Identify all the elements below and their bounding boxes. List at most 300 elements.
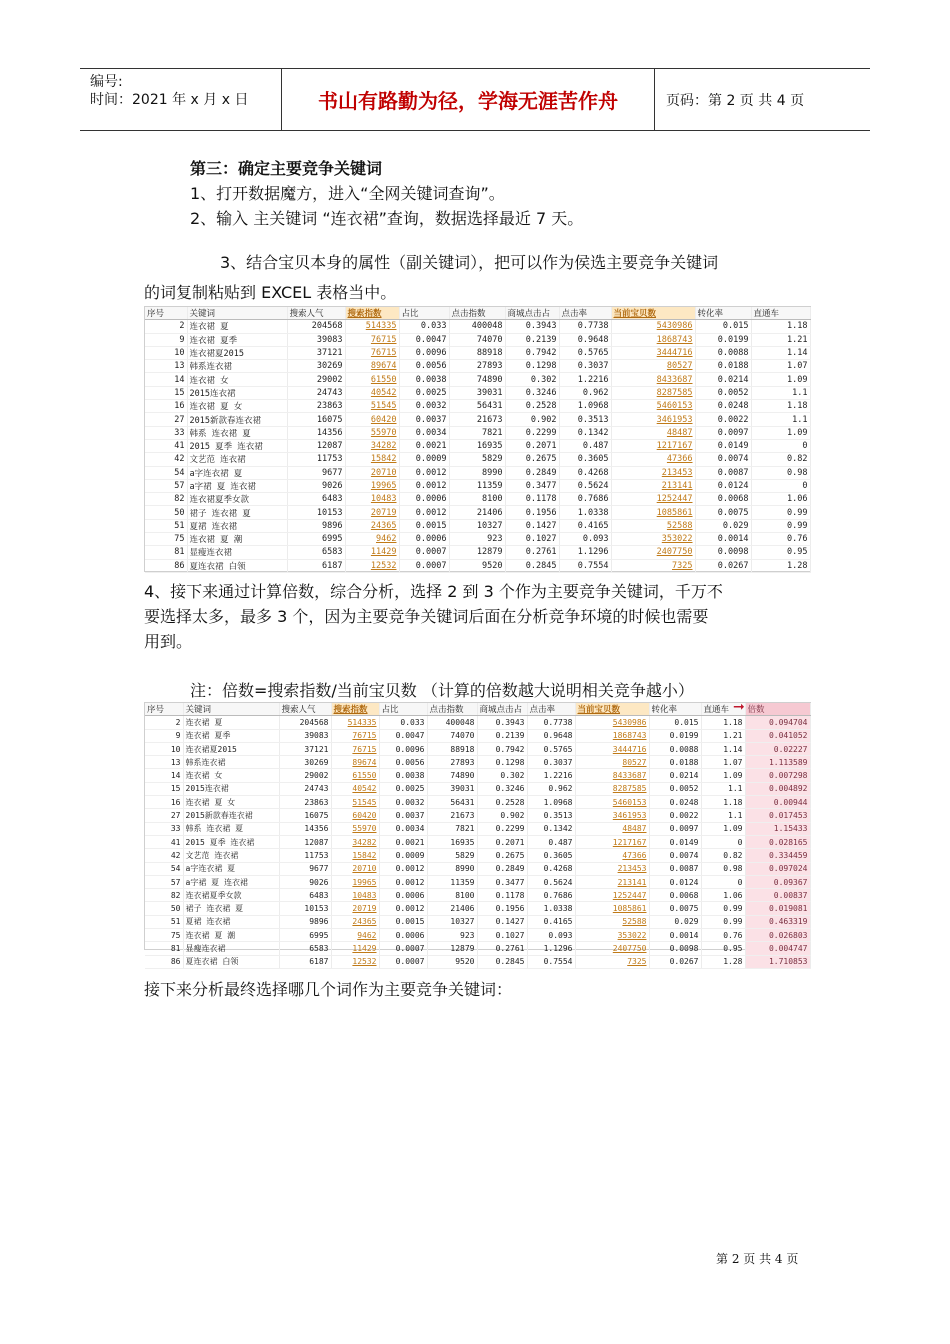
keyword-table-2-body (145, 716, 810, 969)
section-heading: 第三：确定主要竞争关键词 (190, 159, 383, 178)
table-cell: 23863 (279, 796, 331, 809)
table-cell: 1.710853 (745, 955, 810, 968)
table-cell: 0.7738 (527, 716, 575, 729)
table-row (145, 716, 810, 729)
table-cell: 0.0007 (379, 942, 427, 955)
column-header: 点击率 (527, 703, 575, 716)
table-row (145, 756, 810, 769)
table-cell: 0.3943 (505, 320, 559, 333)
column-header: 关键词 (187, 307, 287, 320)
table-cell: 89674 (345, 360, 399, 373)
table-cell: 0.0068 (695, 493, 751, 506)
table-cell: 0.2139 (477, 729, 527, 742)
table-cell: 1868743 (611, 333, 695, 346)
table-cell: 0.2071 (505, 439, 559, 452)
column-header: 当前宝贝数 (575, 703, 649, 716)
table-cell: 0.0006 (399, 533, 449, 546)
step-4-text-line-1: 4、接下来通过计算倍数，综合分析，选择 2 到 3 个作为主要竞争关键词，千万不 (144, 582, 723, 601)
table-cell: 1085861 (575, 902, 649, 915)
table-cell: 8287585 (575, 782, 649, 795)
table-cell: 韩系 连衣裙 夏 (183, 822, 279, 835)
step-4-text-line-2: 要选择太多，最多 3 个，因为主要竞争关键词后面在分析竞争环境的时候也需要 (144, 607, 709, 626)
table-cell: 0.0149 (649, 835, 701, 848)
table-cell: 0.902 (505, 413, 559, 426)
table-cell: 0.2761 (477, 942, 527, 955)
table-cell: 39031 (427, 782, 477, 795)
column-header: 点击率 (559, 307, 611, 320)
table-cell: 14356 (279, 822, 331, 835)
table-cell: 54 (145, 466, 187, 479)
table-row (145, 742, 810, 755)
column-header: 搜索人气 (287, 307, 345, 320)
table-cell: 15 (145, 782, 183, 795)
column-header: 关键词 (183, 703, 279, 716)
table-cell: 1.113589 (745, 756, 810, 769)
table-cell: 0 (701, 835, 745, 848)
table-cell: 0.1342 (527, 822, 575, 835)
table-cell: 0.0037 (399, 413, 449, 426)
table-cell: 0.4165 (559, 519, 611, 532)
table-cell: 19965 (345, 479, 399, 492)
table-row (145, 373, 810, 386)
table-cell: 41 (145, 835, 183, 848)
table-cell: 1.1296 (559, 546, 611, 559)
table-cell: 30269 (287, 360, 345, 373)
table-cell: 0.0056 (379, 756, 427, 769)
table-cell: 连衣裙 女 (183, 769, 279, 782)
table-cell: 0.0097 (695, 426, 751, 439)
table-cell: 0.0012 (379, 862, 427, 875)
table-cell: 54 (145, 862, 183, 875)
table-cell: 39083 (279, 729, 331, 742)
document-date-label: 时间：2021 年 x 月 x 日 (90, 92, 249, 108)
table-cell: 0.0097 (649, 822, 701, 835)
table-cell: 0.98 (701, 862, 745, 875)
table-cell: 52588 (611, 519, 695, 532)
table-cell: 0.95 (701, 942, 745, 955)
table-cell: 8287585 (611, 386, 695, 399)
table-cell: 文艺范 连衣裙 (187, 453, 287, 466)
table-cell: 1.18 (751, 320, 810, 333)
column-header: 商城点击占 (477, 703, 527, 716)
table-cell: a字裙 夏 连衣裙 (187, 479, 287, 492)
table-cell: 923 (427, 929, 477, 942)
table-cell: 裙子 连衣裙 夏 (187, 506, 287, 519)
column-header: 占比 (399, 307, 449, 320)
table-cell: 1.09 (751, 373, 810, 386)
table-cell: 0.0149 (695, 439, 751, 452)
table-cell: 213141 (611, 479, 695, 492)
table-cell: 0.2139 (505, 333, 559, 346)
table-cell: 0.0068 (649, 889, 701, 902)
table-cell: 0.00837 (745, 889, 810, 902)
table-row (145, 769, 810, 782)
table-cell: 16 (145, 400, 187, 413)
table-cell: 10 (145, 346, 187, 359)
table-row (145, 902, 810, 915)
table-row (145, 929, 810, 942)
table-cell: 0.1427 (477, 915, 527, 928)
table-cell: 16935 (427, 835, 477, 848)
table-cell: 33 (145, 822, 183, 835)
table-cell: 1.2216 (559, 373, 611, 386)
table-cell: 0.0015 (379, 915, 427, 928)
table-cell: 0.962 (527, 782, 575, 795)
table-cell: 0.0034 (399, 426, 449, 439)
table-cell: 76715 (331, 729, 379, 742)
table-cell: 连衣裙 夏季 (187, 333, 287, 346)
table-cell: 0.76 (751, 533, 810, 546)
table-cell: 夏连衣裙 白领 (187, 559, 287, 572)
table-cell: 0.004747 (745, 942, 810, 955)
table-cell: 0.7942 (505, 346, 559, 359)
table-cell: 1.06 (751, 493, 810, 506)
table-cell: 0.0074 (695, 453, 751, 466)
table-cell: 0.2299 (477, 822, 527, 835)
table-cell: 5430986 (611, 320, 695, 333)
table-row (145, 466, 810, 479)
table-cell: 0.2849 (477, 862, 527, 875)
table-cell: 0.98 (751, 466, 810, 479)
table-cell: 50 (145, 506, 187, 519)
table-row (145, 822, 810, 835)
table-cell: 20710 (345, 466, 399, 479)
table-cell: 15842 (345, 453, 399, 466)
table-cell: 0.3037 (559, 360, 611, 373)
table-cell: 0.9648 (527, 729, 575, 742)
table-cell: 0.0088 (695, 346, 751, 359)
table-cell: 0.0087 (649, 862, 701, 875)
table-cell: 0.0098 (649, 942, 701, 955)
table-cell: 1.21 (701, 729, 745, 742)
table-cell: 0.2528 (505, 400, 559, 413)
table-cell: 34282 (331, 835, 379, 848)
table-row (145, 809, 810, 822)
table-cell: 400048 (449, 320, 505, 333)
table-cell: 9026 (287, 479, 345, 492)
table-cell: 51545 (331, 796, 379, 809)
table-cell: 0.7554 (559, 559, 611, 572)
table-cell: 0.0214 (649, 769, 701, 782)
table-cell: 56431 (449, 400, 505, 413)
table-cell: 0.0047 (379, 729, 427, 742)
table-cell: 27 (145, 413, 187, 426)
table-cell: 0.9648 (559, 333, 611, 346)
table-cell: 连衣裙 夏 (183, 716, 279, 729)
table-cell: 0 (701, 875, 745, 888)
table-cell: 0.0015 (399, 519, 449, 532)
table-cell: 20719 (345, 506, 399, 519)
table-cell: 1.1 (751, 413, 810, 426)
table-cell: 7325 (575, 955, 649, 968)
table-cell: 1868743 (575, 729, 649, 742)
table-cell: 6583 (287, 546, 345, 559)
table-cell: 21673 (427, 809, 477, 822)
table-cell: 16935 (449, 439, 505, 452)
table-cell: 0.2299 (505, 426, 559, 439)
table-cell: 夏连衣裙 白领 (183, 955, 279, 968)
table-cell: 1.21 (751, 333, 810, 346)
table-cell: 1.0338 (527, 902, 575, 915)
table-cell: 0.5624 (559, 479, 611, 492)
table-cell: 8100 (449, 493, 505, 506)
table-cell: 10327 (449, 519, 505, 532)
table-cell: 51545 (345, 400, 399, 413)
table-cell: 61550 (331, 769, 379, 782)
table-cell: 夏裙 连衣裙 (183, 915, 279, 928)
table-cell: 0.0098 (695, 546, 751, 559)
table-cell: 0.82 (701, 849, 745, 862)
table-cell: 1252447 (575, 889, 649, 902)
table-cell: 56431 (427, 796, 477, 809)
table-cell: 12532 (331, 955, 379, 968)
table-cell: 0.7554 (527, 955, 575, 968)
table-cell: 显瘦连衣裙 (187, 546, 287, 559)
table-cell: 13 (145, 756, 183, 769)
table-row (145, 546, 810, 559)
table-row (145, 942, 810, 955)
table-cell: 3444716 (575, 742, 649, 755)
table-cell: 24743 (279, 782, 331, 795)
page-footer: 第 2 页 共 4 页 (716, 1252, 799, 1266)
column-header: 搜索人气 (279, 703, 331, 716)
column-header: 搜索指数 (345, 307, 399, 320)
table-cell: 14356 (287, 426, 345, 439)
table-cell: 47366 (611, 453, 695, 466)
table-cell: 514335 (331, 716, 379, 729)
table-cell: 11753 (287, 453, 345, 466)
table-cell: 0.0007 (379, 955, 427, 968)
table-cell: 1.1 (701, 809, 745, 822)
table-cell: 0.0034 (379, 822, 427, 835)
table-cell: 连衣裙 夏 潮 (183, 929, 279, 942)
table-cell: 0.00944 (745, 796, 810, 809)
table-row (145, 506, 810, 519)
table-cell: 0.0052 (695, 386, 751, 399)
table-cell: 2407750 (611, 546, 695, 559)
table-cell: 0.5624 (527, 875, 575, 888)
table-cell: 3461953 (575, 809, 649, 822)
table-cell: 0.0025 (399, 386, 449, 399)
table-cell: 8433687 (575, 769, 649, 782)
table-cell: 0.0007 (399, 546, 449, 559)
table-cell: 74070 (449, 333, 505, 346)
red-arrow-icon: ➞ (733, 699, 745, 715)
step-4-text-line-3: 用到。 (144, 632, 193, 651)
table-cell: 0.028165 (745, 835, 810, 848)
table-cell: 0.007298 (745, 769, 810, 782)
table-cell: a字连衣裙 夏 (183, 862, 279, 875)
table-row (145, 889, 810, 902)
table-cell: 89674 (331, 756, 379, 769)
table-cell: 29002 (287, 373, 345, 386)
table-cell: 0.7942 (477, 742, 527, 755)
table-cell: 1.14 (751, 346, 810, 359)
table-row (145, 849, 810, 862)
table-cell: 0.962 (559, 386, 611, 399)
table-cell: 1.07 (751, 360, 810, 373)
table-cell: 1217167 (611, 439, 695, 452)
closing-text: 接下来分析最终选择哪几个词作为主要竞争关键词： (144, 980, 513, 999)
table-row (145, 439, 810, 452)
table-cell: 0.1178 (477, 889, 527, 902)
table-cell: 连衣裙 夏 (187, 320, 287, 333)
keyword-table-1-header (145, 307, 810, 320)
table-cell: 0.033 (379, 716, 427, 729)
table-cell: 16 (145, 796, 183, 809)
table-row (145, 400, 810, 413)
table-cell: 0.2845 (505, 559, 559, 572)
table-cell: 9026 (279, 875, 331, 888)
table-cell: 40542 (331, 782, 379, 795)
table-cell: 0.097024 (745, 862, 810, 875)
table-cell: 0.0047 (399, 333, 449, 346)
table-cell: 9677 (287, 466, 345, 479)
table-cell: 48487 (611, 426, 695, 439)
table-cell: 10153 (279, 902, 331, 915)
table-cell: 353022 (575, 929, 649, 942)
table-cell: 0.015 (649, 716, 701, 729)
table-cell: 1.0338 (559, 506, 611, 519)
table-row (145, 782, 810, 795)
table-cell: 连衣裙 夏 女 (187, 400, 287, 413)
table-cell: 6483 (287, 493, 345, 506)
table-cell: 0.3605 (527, 849, 575, 862)
table-cell: 10327 (427, 915, 477, 928)
table-row (145, 796, 810, 809)
table-cell: a字连衣裙 夏 (187, 466, 287, 479)
table-cell: 0.033 (399, 320, 449, 333)
table-cell: 0.0096 (399, 346, 449, 359)
table-cell: a字裙 夏 连衣裙 (183, 875, 279, 888)
table-cell: 0.0009 (379, 849, 427, 862)
table-cell: 2 (145, 320, 187, 333)
table-cell: 42 (145, 849, 183, 862)
page-number-label: 页码：第 2 页 共 4 页 (666, 93, 805, 109)
table-cell: 9462 (331, 929, 379, 942)
table-cell: 0.3513 (559, 413, 611, 426)
table-cell: 50 (145, 902, 183, 915)
table-cell: 204568 (279, 716, 331, 729)
table-cell: 6995 (287, 533, 345, 546)
table-cell: 0.0214 (695, 373, 751, 386)
table-cell: 76715 (331, 742, 379, 755)
table-cell: 0.902 (477, 809, 527, 822)
table-cell: 0.0009 (399, 453, 449, 466)
table-cell: 0.02227 (745, 742, 810, 755)
table-cell: 86 (145, 559, 187, 572)
table-cell: 76715 (345, 333, 399, 346)
table-cell: 24365 (331, 915, 379, 928)
table-cell: 15 (145, 386, 187, 399)
table-cell: 400048 (427, 716, 477, 729)
table-cell: 6583 (279, 942, 331, 955)
table-cell: 0.3037 (527, 756, 575, 769)
table-cell: 2015新款春连衣裙 (183, 809, 279, 822)
table-cell: 1.09 (751, 426, 810, 439)
table-cell: 55970 (331, 822, 379, 835)
table-cell: 0.09367 (745, 875, 810, 888)
table-cell: 11753 (279, 849, 331, 862)
table-cell: 74070 (427, 729, 477, 742)
table-cell: 5829 (427, 849, 477, 862)
table-cell: 30269 (279, 756, 331, 769)
table-cell: 39031 (449, 386, 505, 399)
table-cell: 11359 (449, 479, 505, 492)
table-row (145, 320, 810, 333)
table-cell: 1.06 (701, 889, 745, 902)
table-cell: 0.017453 (745, 809, 810, 822)
table-cell: 0.7686 (527, 889, 575, 902)
table-cell: 0.0188 (649, 756, 701, 769)
table-cell: 9677 (279, 862, 331, 875)
table-cell: 0.0267 (649, 955, 701, 968)
document-header (80, 68, 870, 131)
table-cell: 2015连衣裙 (183, 782, 279, 795)
table-cell: 0.0074 (649, 849, 701, 862)
table-cell: 0.0006 (399, 493, 449, 506)
column-header: 商城点击占 (505, 307, 559, 320)
table-row (145, 413, 810, 426)
table-cell: 0.0012 (379, 875, 427, 888)
table-row (145, 479, 810, 492)
table-row (145, 875, 810, 888)
table-cell: 82 (145, 889, 183, 902)
table-cell: 12879 (449, 546, 505, 559)
table-row (145, 955, 810, 968)
column-header: 搜索指数 (331, 703, 379, 716)
table-cell: 20719 (331, 902, 379, 915)
table-cell: 1217167 (575, 835, 649, 848)
table-cell: 9520 (449, 559, 505, 572)
table-cell: 9462 (345, 533, 399, 546)
table-cell: 连衣裙 夏 潮 (187, 533, 287, 546)
table-row (145, 519, 810, 532)
table-cell: 9 (145, 729, 183, 742)
step-2-text: 2、输入 主关键词 “连衣裙”查询，数据选择最近 7 天。 (190, 209, 584, 228)
table-cell: 1.28 (751, 559, 810, 572)
table-cell: 1.28 (701, 955, 745, 968)
table-cell: 0.0012 (399, 506, 449, 519)
table-cell: 204568 (287, 320, 345, 333)
table-cell: 9896 (279, 915, 331, 928)
table-cell: 0.3513 (527, 809, 575, 822)
table-cell: 连衣裙夏季女款 (187, 493, 287, 506)
multiple-formula-note: 注：倍数=搜索指数/当前宝贝数 （计算的倍数越大说明相关竞争越小） (190, 681, 694, 700)
column-header: 直通车 (701, 703, 745, 716)
table-cell: 11429 (345, 546, 399, 559)
table-cell: 连衣裙夏2015 (187, 346, 287, 359)
table-cell: 连衣裙 女 (187, 373, 287, 386)
table-cell: 0.0088 (649, 742, 701, 755)
table-cell: 0.0124 (695, 479, 751, 492)
table-cell: 0.3477 (477, 875, 527, 888)
table-cell: 1.18 (751, 400, 810, 413)
table-cell: 0.7686 (559, 493, 611, 506)
table-cell: 213453 (575, 862, 649, 875)
table-cell: 41 (145, 439, 187, 452)
table-cell: 0.82 (751, 453, 810, 466)
table-cell: 0.4268 (527, 862, 575, 875)
table-cell: 74890 (427, 769, 477, 782)
table-cell: 裙子 连衣裙 夏 (183, 902, 279, 915)
table-cell: 34282 (345, 439, 399, 452)
table-cell: 0.1298 (505, 360, 559, 373)
table-cell: 0.2849 (505, 466, 559, 479)
table-row (145, 386, 810, 399)
table-row (145, 915, 810, 928)
table-cell: 75 (145, 929, 183, 942)
